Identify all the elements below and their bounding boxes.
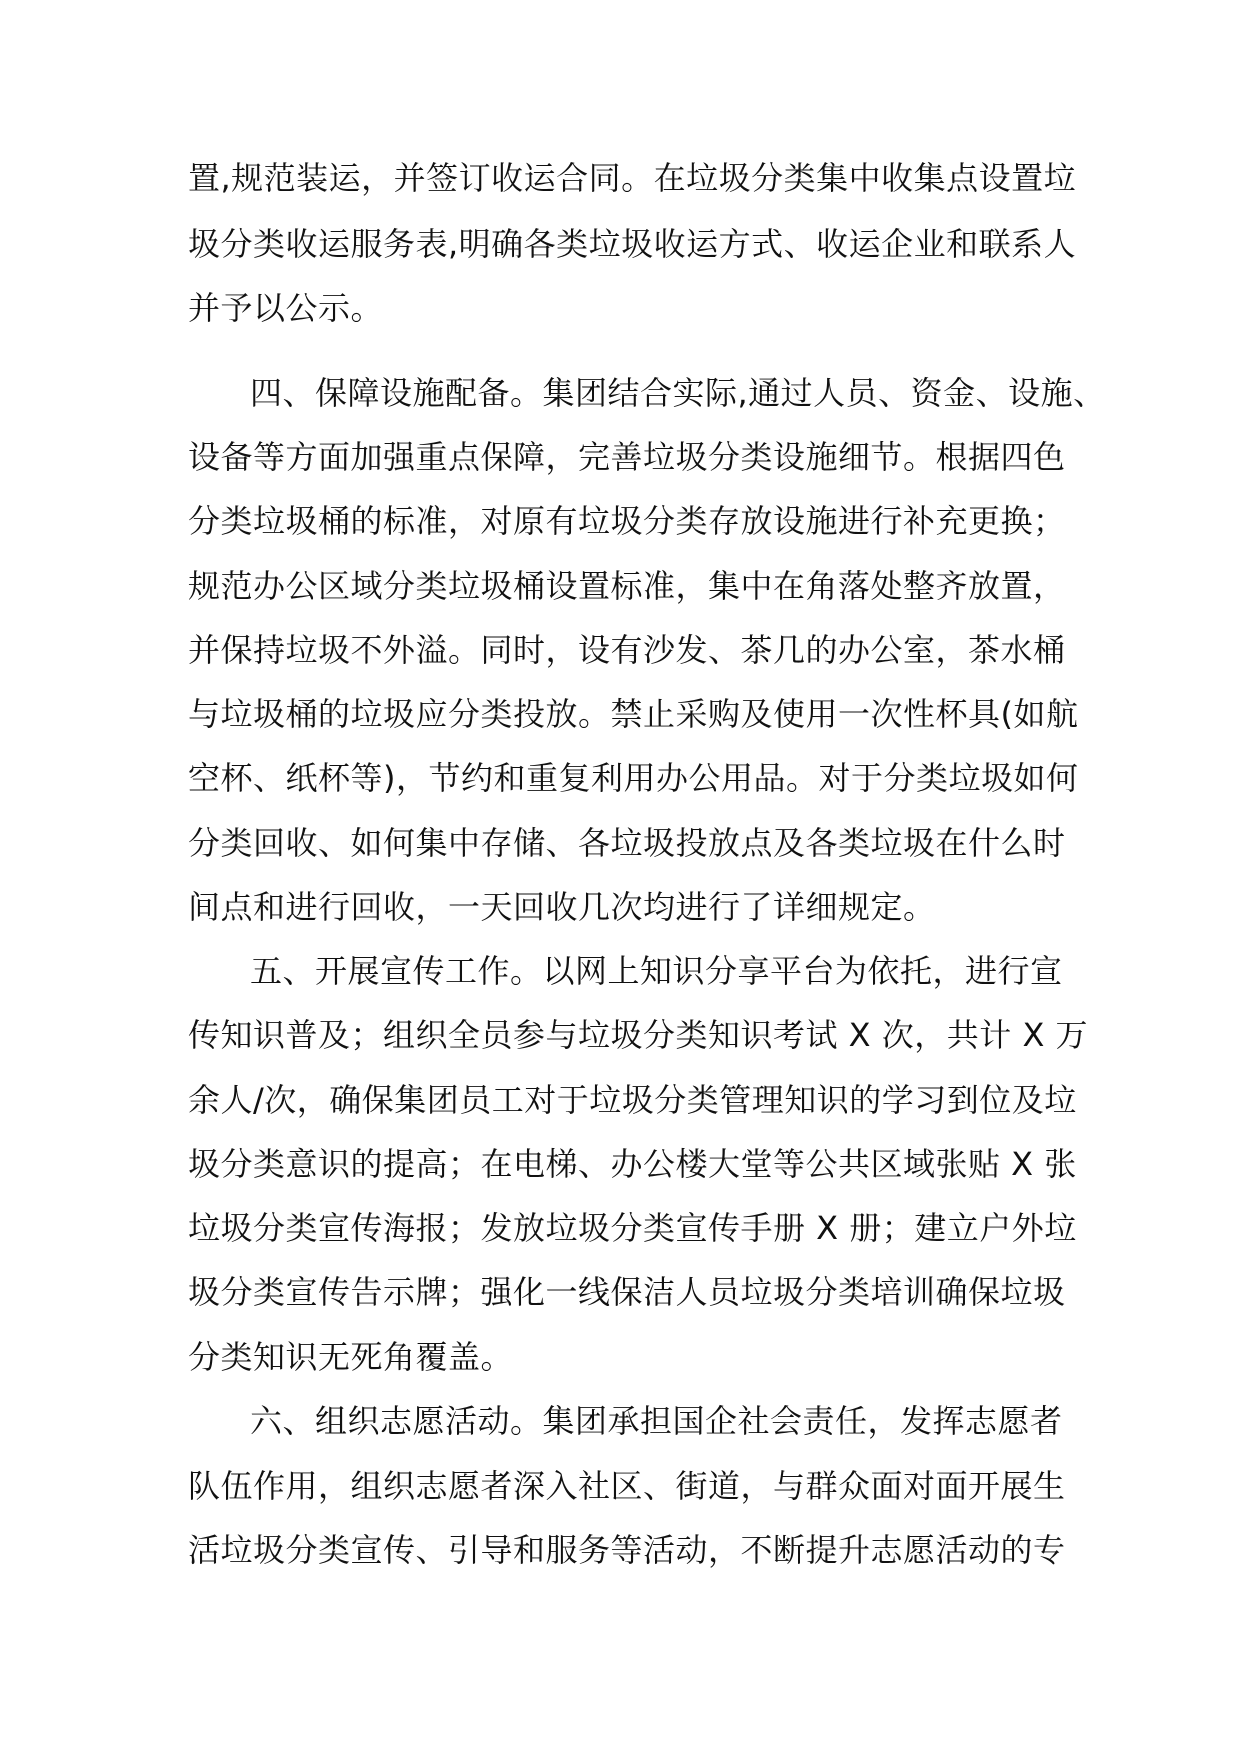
- text-line: 圾分类收运服务表,明确各类垃圾收运方式、收运企业和联系人: [188, 225, 1077, 263]
- text-line: 队伍作用，组织志愿者深入社区、街道，与群众面对面开展生: [188, 1467, 1066, 1505]
- text-line: 垃圾分类宣传海报；发放垃圾分类宣传手册 X 册；建立户外垃: [188, 1209, 1077, 1247]
- text-line: 并予以公示。: [188, 289, 384, 327]
- text-line: 与垃圾桶的垃圾应分类投放。禁止采购及使用一次性杯具(如航: [188, 695, 1079, 733]
- text-line: 传知识普及；组织全员参与垃圾分类知识考试 X 次，共计 X 万: [188, 1016, 1089, 1054]
- text-line: 圾分类意识的提高；在电梯、办公楼大堂等公共区域张贴 X 张: [188, 1145, 1077, 1183]
- text-line: 分类知识无死角覆盖。: [188, 1338, 514, 1376]
- text-line: 间点和进行回收，一天回收几次均进行了详细规定。: [188, 888, 936, 926]
- text-line: 分类垃圾桶的标准，对原有垃圾分类存放设施进行补充更换；: [188, 502, 1066, 540]
- text-line: 空杯、纸杯等)，节约和重复利用办公用品。对于分类垃圾如何: [188, 759, 1079, 797]
- text-line: 五、开展宣传工作。以网上知识分享平台为依托，进行宣: [250, 952, 1063, 990]
- text-line: 置,规范装运，并签订收运合同。在垃圾分类集中收集点设置垃: [188, 159, 1077, 197]
- text-line: 余人/次，确保集团员工对于垃圾分类管理知识的学习到位及垃: [188, 1081, 1077, 1119]
- text-line: 六、组织志愿活动。集团承担国企社会责任，发挥志愿者: [250, 1402, 1063, 1440]
- text-line: 活垃圾分类宣传、引导和服务等活动，不断提升志愿活动的专: [188, 1531, 1066, 1569]
- text-line: 四、保障设施配备。集团结合实际,通过人员、资金、设施、: [250, 374, 1106, 412]
- text-line: 分类回收、如何集中存储、各垃圾投放点及各类垃圾在什么时: [188, 824, 1066, 862]
- text-line: 规范办公区域分类垃圾桶设置标准，集中在角落处整齐放置，: [188, 567, 1066, 605]
- text-line: 圾分类宣传告示牌；强化一线保洁人员垃圾分类培训确保垃圾: [188, 1273, 1066, 1311]
- text-line: 并保持垃圾不外溢。同时，设有沙发、茶几的办公室，茶水桶: [188, 631, 1066, 669]
- text-line: 设备等方面加强重点保障，完善垃圾分类设施细节。根据四色: [188, 438, 1066, 476]
